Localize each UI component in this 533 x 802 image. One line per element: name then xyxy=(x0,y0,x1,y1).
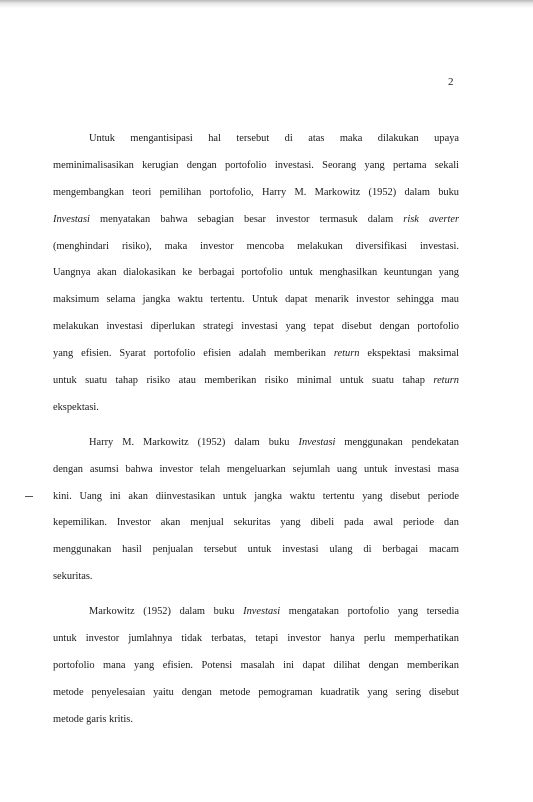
margin-mark xyxy=(25,496,33,497)
italic-term: return xyxy=(433,375,459,387)
text-line: metode garis kritis. xyxy=(53,713,133,725)
text-line: Untuk mengantisipasi hal tersebut di atas maka dilakukan upaya xyxy=(89,133,459,144)
paragraph xyxy=(53,430,459,591)
text-run: yang efisien. Syarat portofolio efisien adalah memberikan xyxy=(53,348,334,360)
text-line: mengembangkan teori pemilihan portofolio, Harry M. Markowitz (1952) dalam buku xyxy=(53,186,459,198)
text-line: maksimum selama jangka waktu tertentu. Untuk dapat menarik investor sehingga mau xyxy=(53,294,459,306)
text-line xyxy=(53,368,459,395)
text-line: metode penyelesaian yaitu dengan metode pemograman kuadratik yang sering disebut xyxy=(53,686,459,698)
italic-term: return xyxy=(333,348,360,360)
text-run: Markowitz (1952) dalam buku xyxy=(89,606,244,618)
text-line: sekuritas. xyxy=(53,571,93,583)
text-line: Uangnya akan dialokasikan ke berbagai portofolio untuk menghasilkan keuntungan yang xyxy=(53,267,459,279)
paragraph xyxy=(53,126,459,422)
document-body xyxy=(53,126,459,734)
italic-term: Investasi xyxy=(243,606,281,618)
text-line: ekspektasi. xyxy=(53,401,99,413)
text-run: Harry M. Markowitz (1952) dalam buku xyxy=(89,436,299,448)
text-line xyxy=(53,341,459,368)
text-line: portofolio mana yang efisien. Potensi masalah ini dapat dilihat dengan memberikan xyxy=(53,659,459,671)
text-run: menyatakan bahwa sebagian besar investor termasuk dalam xyxy=(89,213,404,225)
page-number: 2 xyxy=(448,76,454,88)
text-line xyxy=(53,599,459,626)
text-run: ekspektasi maksimal xyxy=(359,348,459,360)
text-line: melakukan investasi diperlukan strategi investasi yang tepat disebut dengan portofolio xyxy=(53,321,459,333)
scan-top-edge xyxy=(0,0,533,8)
text-line: meminimalisasikan kerugian dengan portofolio investasi. Seorang yang pertama sekali xyxy=(53,159,459,171)
paragraph-gap xyxy=(53,591,459,599)
text-line: untuk investor jumlahnya tidak terbatas, tetapi investor hanya perlu memperhatikan xyxy=(53,633,459,645)
text-line: menggunakan hasil penjualan tersebut untuk investasi ulang di berbagai macam xyxy=(53,544,459,556)
text-line xyxy=(53,430,459,457)
text-run: untuk suatu tahap risiko atau memberikan risiko minimal untuk suatu tahap xyxy=(53,375,434,387)
text-line: dengan asumsi bahwa investor telah mengeluarkan sejumlah uang untuk investasi masa xyxy=(53,463,459,475)
text-line: kepemilikan. Investor akan menjual sekuritas yang dibeli pada awal periode dan xyxy=(53,517,459,529)
text-line: kini. Uang ini akan diinvestasikan untuk jangka waktu tertentu yang disebut periode xyxy=(53,490,459,502)
text-line: (menghindari risiko), maka investor mencoba melakukan diversifikasi investasi. xyxy=(53,240,459,252)
text-run: mengatakan portofolio yang tersedia xyxy=(280,606,460,618)
italic-term: Investasi xyxy=(53,213,90,225)
italic-term: risk averter xyxy=(403,213,459,225)
text-run: menggunakan pendekatan xyxy=(335,436,459,448)
paragraph-gap xyxy=(53,422,459,430)
italic-term: Investasi xyxy=(298,436,336,448)
text-line xyxy=(53,207,459,234)
paragraph xyxy=(53,599,459,733)
